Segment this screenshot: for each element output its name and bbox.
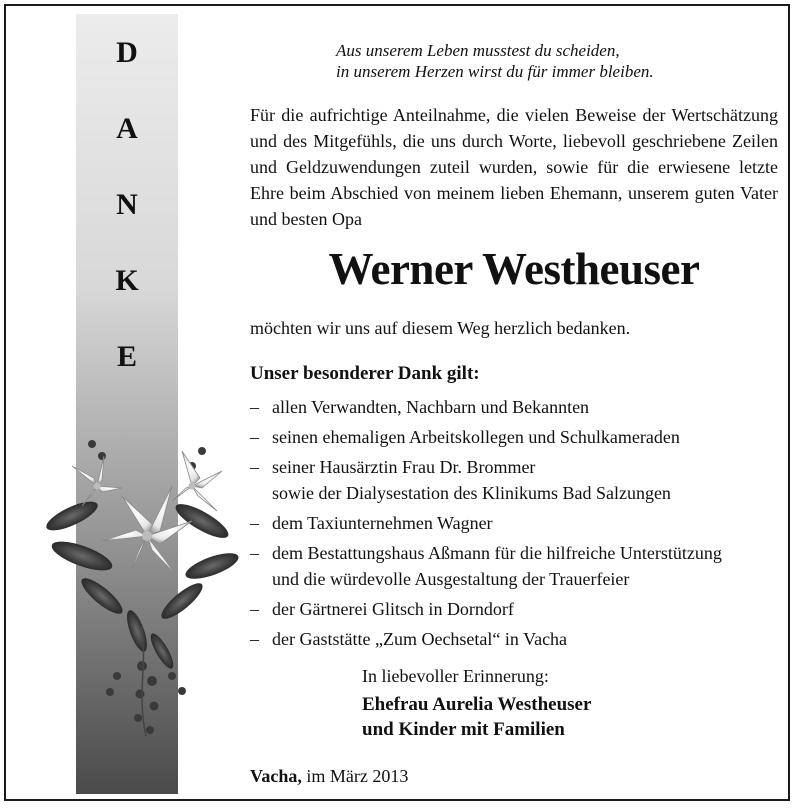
- danke-letter: A: [116, 112, 138, 145]
- list-item: [250, 596, 790, 622]
- signer-line: und Kinder mit Familien: [362, 719, 565, 740]
- danke-letter: D: [116, 36, 138, 69]
- dash-bullet: –: [250, 543, 259, 563]
- list-item: [250, 510, 790, 536]
- list-item-line: der Gaststätte „Zum Oechsetal“ in Vacha: [272, 629, 568, 649]
- list-item-text: [272, 626, 790, 652]
- danke-letter: E: [116, 340, 137, 373]
- list-item-text: [272, 540, 790, 592]
- date: im März 2013: [306, 766, 409, 786]
- list-item-text: [272, 454, 790, 506]
- deceased-name: Werner Westheuser: [328, 244, 700, 294]
- thanks-sentence: möchten wir uns auf diesem Weg herzlich bedanken.: [250, 318, 631, 338]
- motto-line: in unserem Herzen wirst du für immer bleiben.: [336, 62, 654, 81]
- remembrance-line: In liebevoller Erinnerung:: [362, 666, 549, 686]
- dash-bullet: –: [250, 397, 259, 417]
- list-item: [250, 540, 790, 592]
- place: Vacha,: [250, 766, 302, 786]
- intro-paragraph: Für die aufrichtige Anteilnahme, die vielen Beweise der Wertschätzung und des Mitgefühls, die uns durch Worte, liebevoll geschriebene Zeilen und Geldzuwendungen zuteil wurden, sowie für die erwiesene letzte Ehre beim Abschied von meinem lieben Ehemann, unserem guten Vater und besten Opa: [250, 105, 778, 229]
- list-item-line: sowie der Dialysestation des Klinikums Bad Salzungen: [272, 483, 671, 503]
- signers: [362, 692, 782, 742]
- list-item: [250, 424, 790, 450]
- list-item-text: [272, 510, 790, 536]
- list-item-line: der Gärtnerei Glitsch in Dorndorf: [272, 599, 514, 619]
- danke-letters: [76, 38, 178, 418]
- motto-line: Aus unserem Leben musstest du scheiden,: [336, 41, 620, 60]
- thanks-list: [250, 394, 790, 656]
- notice-frame: [4, 4, 790, 801]
- list-item-text: [272, 424, 790, 450]
- danke-letter: K: [115, 264, 139, 297]
- dash-bullet: –: [250, 513, 259, 533]
- list-item-line: allen Verwandten, Nachbarn und Bekannten: [272, 397, 590, 417]
- list-item: [250, 626, 790, 652]
- list-item-line: und die würdevolle Ausgestaltung der Trauerfeier: [272, 569, 630, 589]
- dash-bullet: –: [250, 457, 259, 477]
- list-item-line: seinen ehemaligen Arbeitskollegen und Schulkameraden: [272, 427, 680, 447]
- list-item-line: seiner Hausärztin Frau Dr. Brommer: [272, 457, 536, 477]
- signer-line: Ehefrau Aurelia Westheuser: [362, 694, 592, 715]
- list-item: [250, 454, 790, 506]
- dash-bullet: –: [250, 599, 259, 619]
- list-item-line: dem Bestattungshaus Aßmann für die hilfreiche Unterstützung: [272, 543, 722, 563]
- motto-verse: [336, 40, 736, 82]
- list-item-line: dem Taxiunternehmen Wagner: [272, 513, 493, 533]
- special-thanks-heading: Unser besonderer Dank gilt:: [250, 363, 480, 384]
- place-date: [250, 764, 650, 788]
- dash-bullet: –: [250, 629, 259, 649]
- list-item-text: [272, 394, 790, 420]
- list-item-text: [272, 596, 790, 622]
- dash-bullet: –: [250, 427, 259, 447]
- list-item: [250, 394, 790, 420]
- danke-letter: N: [116, 188, 138, 221]
- lily-bouquet-image: [42, 426, 252, 746]
